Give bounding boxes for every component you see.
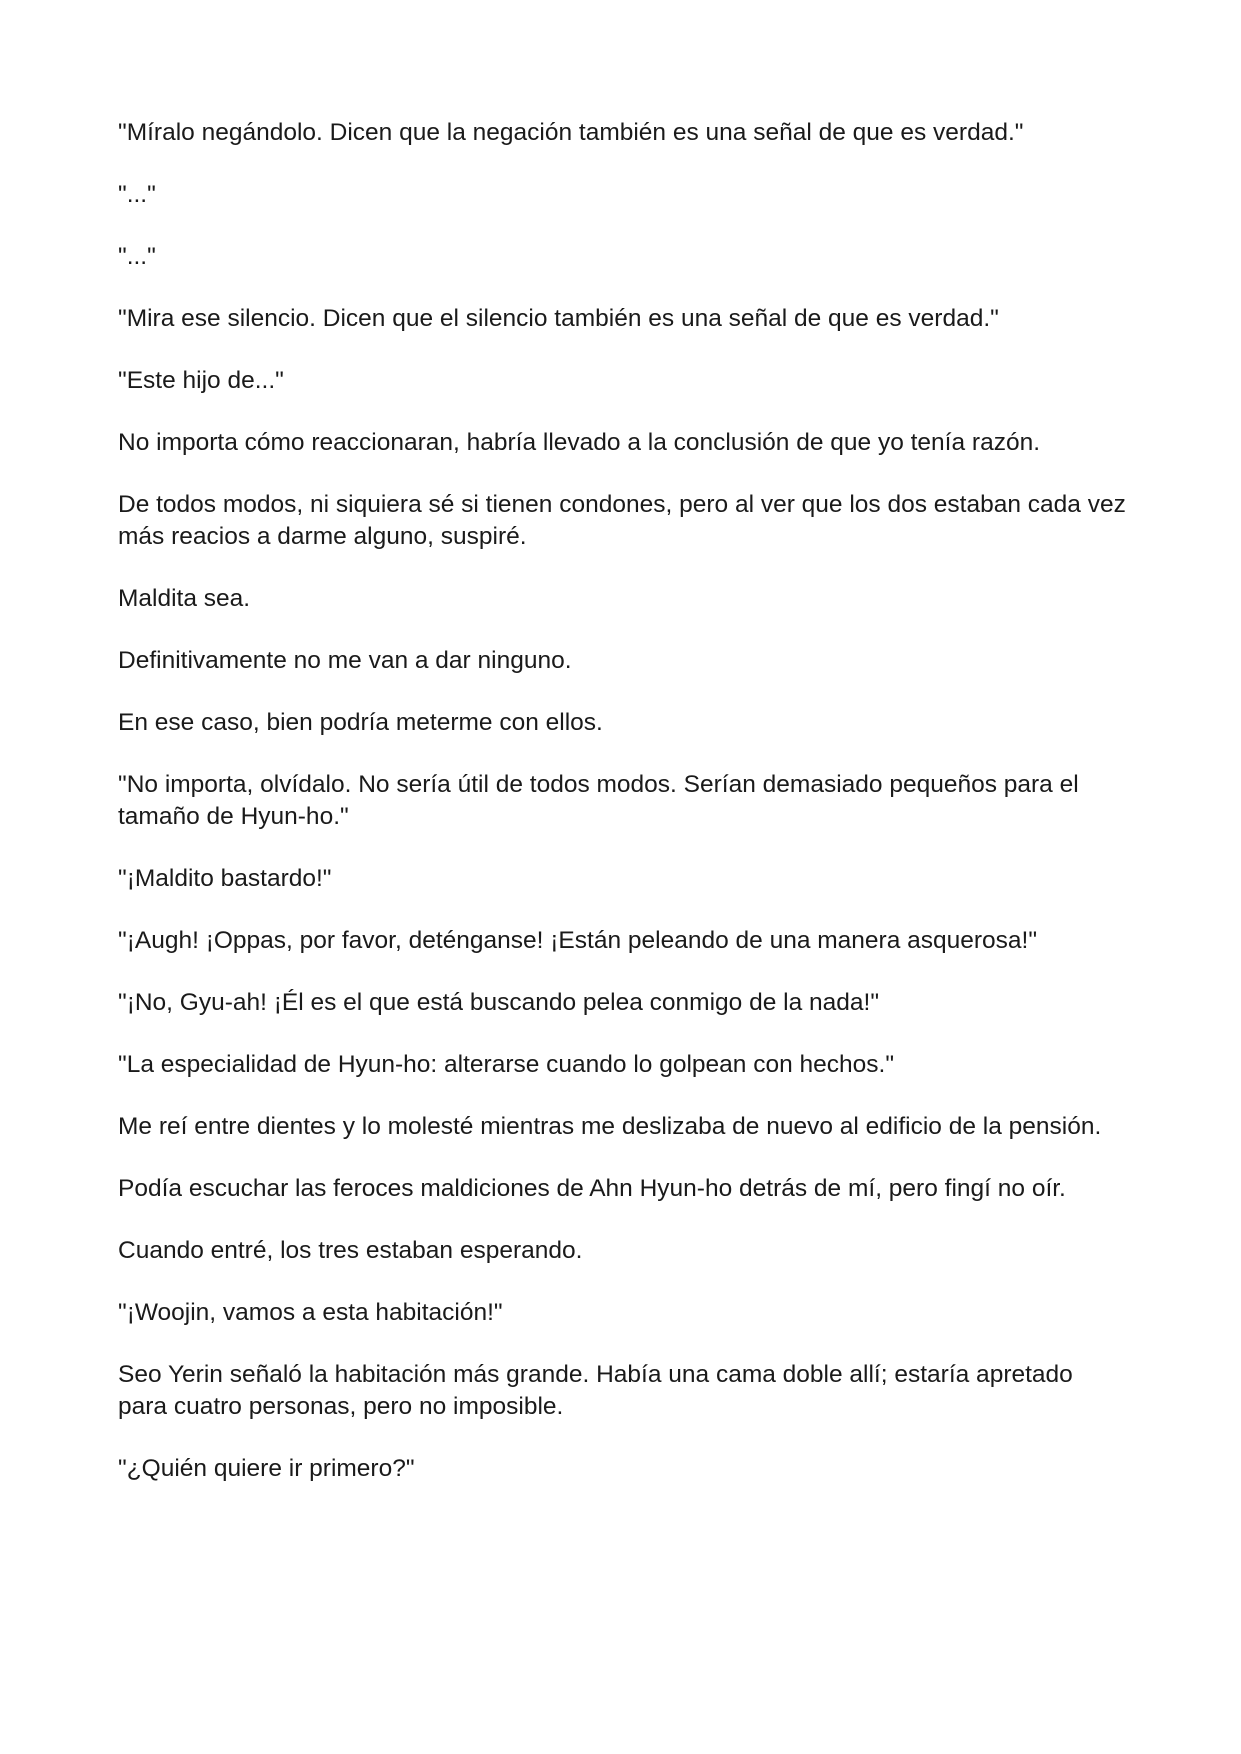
document-body <box>118 117 1128 1515</box>
paragraph: "..." <box>118 243 156 270</box>
paragraph: "No importa, olvídalo. No sería útil de todos modos. Serían demasiado pequeños para el tamaño de Hyun-ho." <box>118 771 1079 830</box>
paragraph: "¡Augh! ¡Oppas, por favor, deténganse! ¡Están peleando de una manera asquerosa!" <box>118 927 1038 954</box>
paragraph: "¡No, Gyu-ah! ¡Él es el que está buscando pelea conmigo de la nada!" <box>118 989 880 1016</box>
paragraph: No importa cómo reaccionaran, habría llevado a la conclusión de que yo tenía razón. <box>118 429 1041 456</box>
paragraph: Definitivamente no me van a dar ninguno. <box>118 647 572 674</box>
paragraph: Podía escuchar las feroces maldiciones de Ahn Hyun-ho detrás de mí, pero fingí no oír. <box>118 1175 1066 1202</box>
paragraph: "¡Woojin, vamos a esta habitación!" <box>118 1299 503 1326</box>
paragraph: Maldita sea. <box>118 585 251 612</box>
paragraph: "Este hijo de..." <box>118 367 284 394</box>
paragraph: "¡Maldito bastardo!" <box>118 865 332 892</box>
paragraph: Seo Yerin señaló la habitación más grande. Había una cama doble allí; estaría apretado para cuatro personas, pero no imposible. <box>118 1361 1073 1420</box>
paragraph: Cuando entré, los tres estaban esperando. <box>118 1237 583 1264</box>
paragraph: En ese caso, bien podría meterme con ellos. <box>118 709 603 736</box>
paragraph: "..." <box>118 181 156 208</box>
paragraph: De todos modos, ni siquiera sé si tienen condones, pero al ver que los dos estaban cada vez más reacios a darme alguno, suspiré. <box>118 491 1126 550</box>
paragraph: "La especialidad de Hyun-ho: alterarse cuando lo golpean con hechos." <box>118 1051 895 1078</box>
paragraph: "¿Quién quiere ir primero?" <box>118 1455 415 1482</box>
paragraph: Me reí entre dientes y lo molesté mientras me deslizaba de nuevo al edificio de la pensión. <box>118 1113 1102 1140</box>
paragraph: "Mira ese silencio. Dicen que el silencio también es una señal de que es verdad." <box>118 305 999 332</box>
paragraph: "Míralo negándolo. Dicen que la negación también es una señal de que es verdad." <box>118 119 1024 146</box>
